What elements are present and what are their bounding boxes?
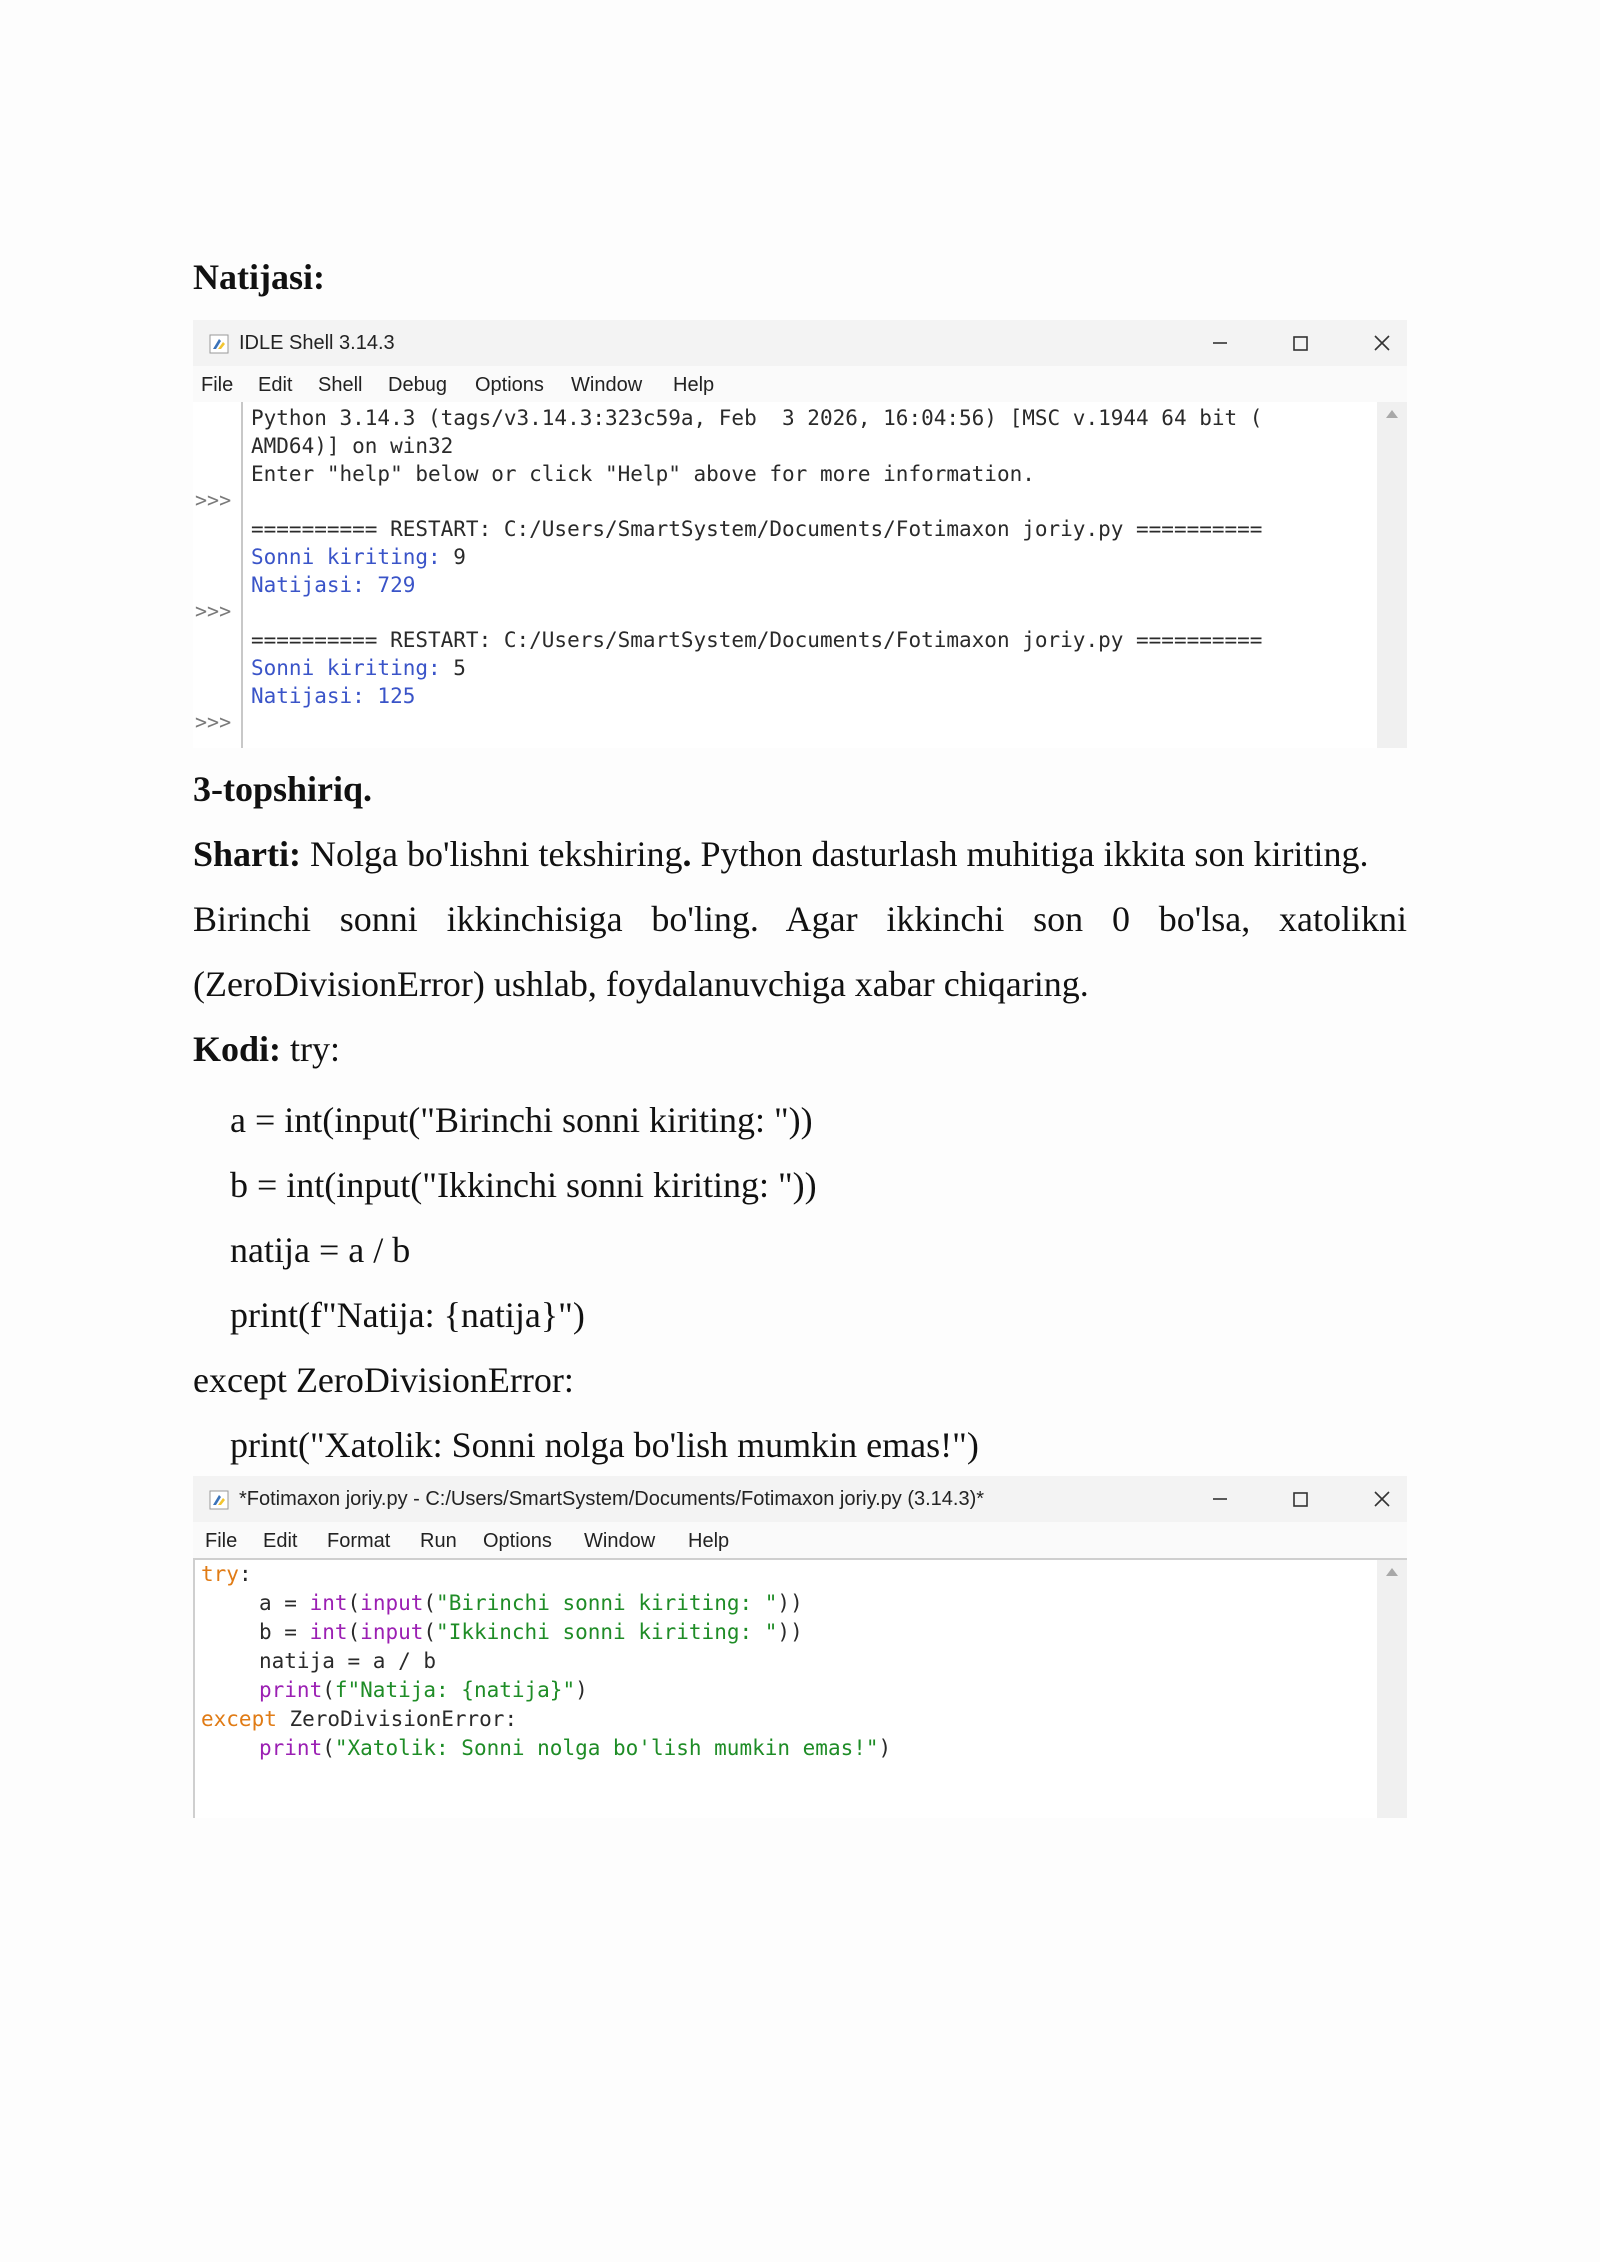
menu-options[interactable]: Options (483, 1530, 552, 1552)
result-output: Natijasi: 729 (251, 573, 416, 597)
menu-shell[interactable]: Shell (318, 374, 363, 396)
menu-edit[interactable]: Edit (258, 374, 293, 396)
maximize-icon[interactable] (1277, 1484, 1323, 1514)
code-try: try: (281, 1029, 341, 1069)
shell-input-line (251, 656, 466, 680)
idle-shell-window (193, 320, 1407, 748)
editor-line-print: print(f"Natija: {natija}") (259, 1678, 588, 1702)
editor-line-natija: natija = a / b (259, 1649, 437, 1673)
code-line: a = int(input("Birinchi sonni kiriting: ")) (230, 1100, 813, 1140)
shell-line: AMD64)] on win32 (251, 434, 454, 458)
shell-line: Python 3.14.3 (tags/v3.14.3:323c59a, Feb 3 2026, 16:04:56) [MSC v.1944 64 bit ( (251, 406, 1263, 430)
editor-line-a: a = int(input("Birinchi sonni kiriting: ")) (259, 1591, 803, 1615)
menu-help[interactable]: Help (673, 374, 715, 396)
editor-menubar (193, 1522, 1407, 1558)
condition-dot: . (682, 834, 692, 874)
minimize-icon[interactable] (1197, 328, 1243, 358)
code-line: print(f"Natija: {natija}") (230, 1295, 585, 1335)
menu-file[interactable]: File (205, 1530, 238, 1552)
minimize-icon[interactable] (1197, 1484, 1243, 1514)
result-output: Natijasi: 125 (251, 684, 416, 708)
shell-menubar (193, 366, 1407, 402)
menu-options[interactable]: Options (475, 374, 544, 396)
close-icon[interactable] (1359, 328, 1405, 358)
condition-text: Python dasturlash muhitiga ikkita son kiriting. (691, 834, 1369, 874)
shell-input-line (251, 545, 466, 569)
restart-line: ========== RESTART: C:/Users/SmartSystem/Documents/Fotimaxon joriy.py ========== (251, 628, 1263, 652)
shell-titlebar (193, 320, 1407, 366)
code-line: except ZeroDivisionError: (193, 1360, 574, 1400)
menu-format[interactable]: Format (327, 1530, 391, 1552)
menu-edit[interactable]: Edit (263, 1530, 298, 1552)
maximize-icon[interactable] (1277, 328, 1323, 358)
close-icon[interactable] (1359, 1484, 1405, 1514)
editor-titlebar (193, 1476, 1407, 1522)
code-label: Kodi: (193, 1029, 282, 1069)
editor-line-print-error: print("Xatolik: Sonni nolga bo'lish mumkin emas!") (259, 1736, 892, 1760)
shell-prompt-gutter (193, 402, 243, 748)
editor-line-except: except ZeroDivisionError: (201, 1707, 518, 1731)
editor-title: *Fotimaxon joriy.py - C:/Users/SmartSystem/Documents/Fotimaxon joriy.py (3.14.3)* (239, 1488, 985, 1510)
menu-debug[interactable]: Debug (388, 374, 447, 396)
python-file-icon (209, 1490, 229, 1510)
result-heading: Natijasi: (193, 257, 325, 297)
condition-line-2: Birinchi sonni ikkinchisiga bo'ling. Agar ikkinchi son 0 bo'lsa, xatolikni (193, 899, 1407, 939)
code-line: b = int(input("Ikkinchi sonni kiriting: ")) (230, 1165, 817, 1205)
shell-prompt: >>> (195, 488, 232, 512)
editor-line-b: b = int(input("Ikkinchi sonni kiriting: ")) (259, 1620, 803, 1644)
menu-window[interactable]: Window (571, 374, 643, 396)
condition-text: Nolga bo'lishni tekshiring (301, 834, 683, 874)
scroll-up-arrow-icon[interactable] (1386, 1568, 1398, 1576)
user-input-value: 5 (453, 656, 466, 680)
shell-prompt: >>> (195, 599, 232, 623)
editor-line-try: try: (201, 1562, 252, 1586)
python-idle-icon (209, 334, 229, 354)
condition-line-3: (ZeroDivisionError) ushlab, foydalanuvchiga xabar chiqaring. (193, 964, 1089, 1004)
editor-scrollbar[interactable] (1377, 1560, 1407, 1818)
shell-output-area[interactable] (193, 402, 1407, 748)
input-prompt-text: Sonni kiriting: (251, 656, 454, 680)
task-heading: 3-topshiriq. (193, 769, 373, 809)
shell-scrollbar[interactable] (1377, 402, 1407, 748)
code-line: print("Xatolik: Sonni nolga bo'lish mumkin emas!") (230, 1425, 979, 1465)
condition-label: Sharti: (193, 834, 301, 874)
idle-editor-window (193, 1476, 1407, 1816)
input-prompt-text: Sonni kiriting: (251, 545, 454, 569)
shell-line: Enter "help" below or click "Help" above for more information. (251, 462, 1035, 486)
menu-file[interactable]: File (201, 374, 234, 396)
editor-code-area[interactable] (193, 1558, 1407, 1818)
scroll-up-arrow-icon[interactable] (1386, 410, 1398, 418)
restart-line: ========== RESTART: C:/Users/SmartSystem/Documents/Fotimaxon joriy.py ========== (251, 517, 1263, 541)
user-input-value: 9 (453, 545, 466, 569)
code-line-first (193, 1017, 1407, 1082)
code-line: natija = a / b (230, 1230, 411, 1270)
menu-window[interactable]: Window (584, 1530, 656, 1552)
menu-run[interactable]: Run (420, 1530, 457, 1552)
shell-prompt: >>> (195, 710, 232, 734)
shell-title: IDLE Shell 3.14.3 (239, 332, 395, 354)
menu-help[interactable]: Help (688, 1530, 730, 1552)
condition-line-1 (193, 822, 1407, 887)
